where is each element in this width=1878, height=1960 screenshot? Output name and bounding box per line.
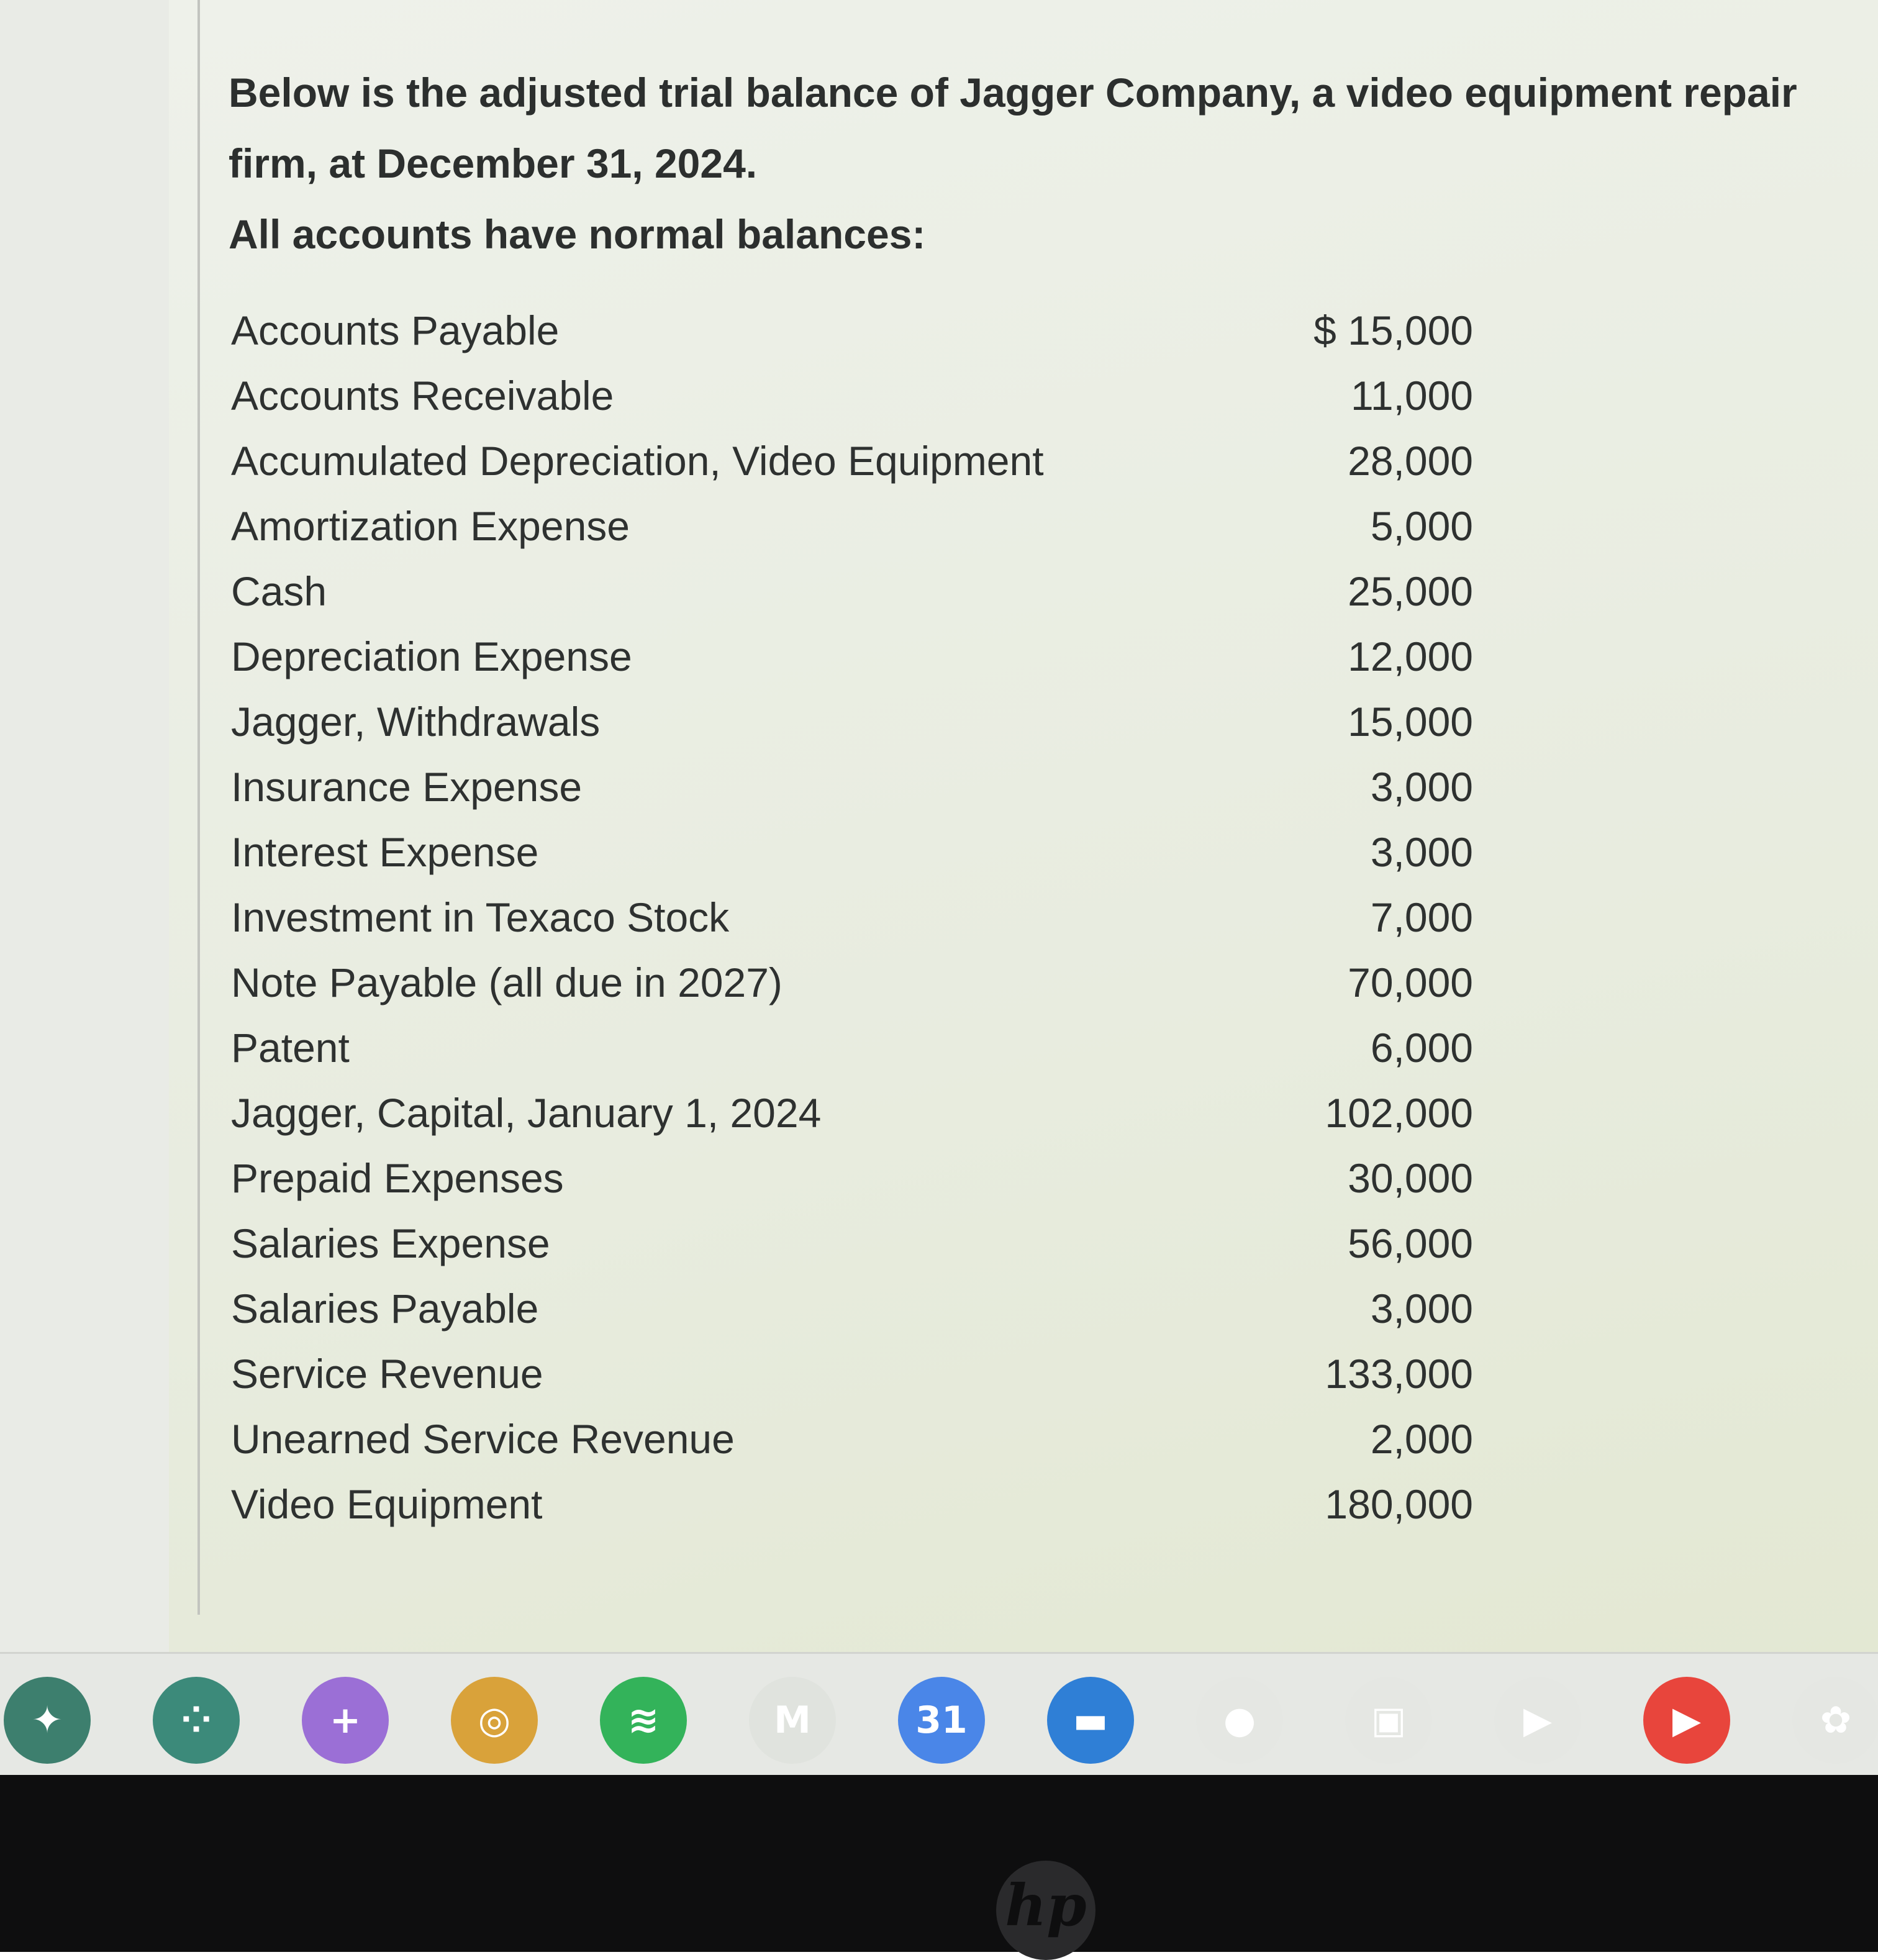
intro-line-3: All accounts have normal balances: (229, 211, 926, 257)
account-name: Depreciation Expense (231, 633, 632, 679)
table-row (231, 559, 1473, 624)
launcher-glyph: ✦ (31, 1699, 63, 1742)
account-name: Insurance Expense (231, 764, 583, 810)
table-row (231, 429, 1473, 494)
table-row (231, 950, 1473, 1015)
account-amount: 3,000 (1370, 1286, 1473, 1332)
intro-line-1: Below is the adjusted trial balance of Jagger Company, a video equipment repair (229, 70, 1797, 116)
notes-app-glyph: + (329, 1699, 361, 1742)
account-amount: 70,000 (1348, 960, 1473, 1005)
laptop-bezel (0, 1775, 1878, 1952)
calendar-icon[interactable] (898, 1677, 985, 1764)
meet-glyph: ▣ (1371, 1699, 1407, 1742)
play-store-icon[interactable] (1494, 1677, 1581, 1764)
account-name: Salaries Payable (231, 1286, 539, 1332)
account-name: Jagger, Capital, January 1, 2024 (231, 1090, 822, 1136)
table-row (231, 1015, 1473, 1081)
account-amount: 56,000 (1348, 1220, 1473, 1266)
account-amount: 102,000 (1325, 1090, 1473, 1136)
account-amount: 180,000 (1325, 1481, 1473, 1527)
notes-app-icon[interactable] (302, 1677, 389, 1764)
trial-balance-table (231, 298, 1473, 1537)
account-name: Interest Expense (231, 829, 539, 875)
chrome-icon[interactable] (451, 1677, 538, 1764)
account-amount: 7,000 (1370, 894, 1473, 940)
panel-divider (197, 0, 200, 1615)
youtube-glyph: ▶ (1672, 1699, 1702, 1742)
table-row (231, 689, 1473, 755)
account-name: Cash (231, 568, 327, 614)
launcher-icon[interactable] (4, 1677, 91, 1764)
meet-icon[interactable] (1345, 1677, 1432, 1764)
chrome-glyph: ◎ (478, 1699, 511, 1742)
app-grid-icon[interactable] (153, 1677, 240, 1764)
table-row (231, 494, 1473, 559)
account-amount: 11,000 (1351, 373, 1473, 419)
account-amount: 3,000 (1370, 829, 1473, 875)
spotify-glyph: ≋ (627, 1699, 660, 1742)
table-row (231, 624, 1473, 689)
account-amount: 25,000 (1348, 568, 1473, 614)
account-amount: $ 15,000 (1313, 307, 1473, 353)
chat-icon[interactable] (1196, 1677, 1283, 1764)
table-row (231, 298, 1473, 363)
table-row (231, 1081, 1473, 1146)
table-row (231, 1146, 1473, 1211)
account-amount: 12,000 (1348, 633, 1473, 679)
table-row (231, 1407, 1473, 1472)
account-name: Accumulated Depreciation, Video Equipment (231, 438, 1044, 484)
spotify-icon[interactable] (600, 1677, 687, 1764)
account-amount: 3,000 (1370, 764, 1473, 810)
table-row (231, 1472, 1473, 1537)
account-name: Accounts Receivable (231, 373, 614, 419)
account-name: Prepaid Expenses (231, 1155, 564, 1201)
app-grid-glyph: ⁘ (180, 1699, 212, 1742)
account-name: Service Revenue (231, 1351, 543, 1397)
account-name: Note Payable (all due in 2027) (231, 960, 782, 1005)
table-row (231, 820, 1473, 885)
gmail-icon[interactable] (749, 1677, 836, 1764)
left-panel (0, 0, 173, 1652)
photos-icon[interactable] (1792, 1677, 1878, 1764)
account-name: Investment in Texaco Stock (231, 894, 730, 940)
youtube-icon[interactable] (1643, 1677, 1730, 1764)
account-amount: 15,000 (1348, 699, 1473, 745)
account-amount: 2,000 (1370, 1416, 1473, 1462)
files-icon[interactable] (1047, 1677, 1134, 1764)
table-row (231, 363, 1473, 429)
table-row (231, 1211, 1473, 1276)
account-amount: 28,000 (1348, 438, 1473, 484)
table-row (231, 1276, 1473, 1341)
account-amount: 5,000 (1370, 503, 1473, 549)
account-name: Jagger, Withdrawals (231, 699, 601, 745)
gmail-glyph: M (774, 1699, 811, 1742)
chat-glyph: ● (1223, 1699, 1256, 1742)
account-name: Amortization Expense (231, 503, 630, 549)
table-row (231, 1341, 1473, 1407)
photos-glyph: ✿ (1820, 1699, 1852, 1742)
account-name: Video Equipment (231, 1481, 543, 1527)
question-intro (229, 57, 1843, 270)
table-row (231, 885, 1473, 950)
hp-logo: hp (996, 1861, 1096, 1960)
calendar-glyph: 31 (915, 1699, 968, 1742)
account-name: Unearned Service Revenue (231, 1416, 735, 1462)
play-store-glyph: ▶ (1523, 1699, 1553, 1742)
files-glyph: ▬ (1073, 1699, 1109, 1742)
table-row (231, 755, 1473, 820)
account-amount: 30,000 (1348, 1155, 1473, 1201)
account-name: Accounts Payable (231, 307, 560, 353)
account-name: Patent (231, 1025, 350, 1071)
intro-line-2: firm, at December 31, 2024. (229, 140, 758, 186)
account-amount: 133,000 (1325, 1351, 1473, 1397)
account-amount: 6,000 (1370, 1025, 1473, 1071)
account-name: Salaries Expense (231, 1220, 550, 1266)
